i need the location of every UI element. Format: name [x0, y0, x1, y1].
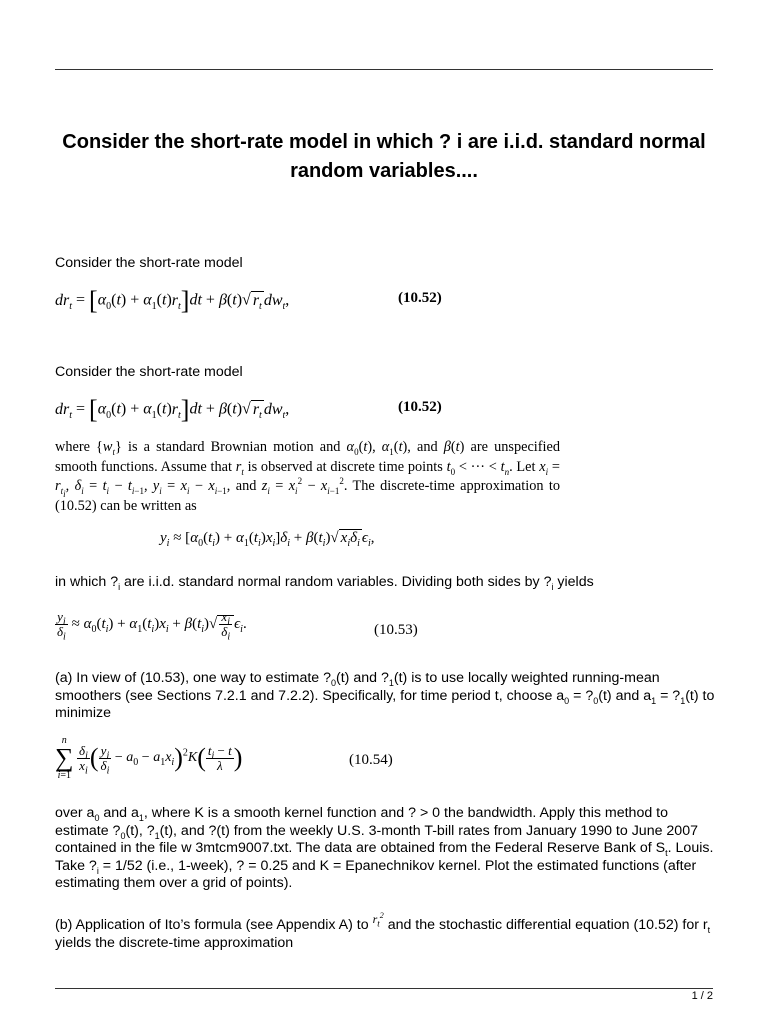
- equation-number: (10.54): [349, 752, 393, 768]
- equation-number: (10.53): [374, 622, 418, 638]
- equation-10-52-first: $dr_t = [\alpha_0(t) + \alpha_1(t)r_t]dt + \beta(t)√$ $r_t$ $dw_t$,: [55, 286, 290, 315]
- scanned-definition-paragraph: where $\{w_t\}$ is a standard Brownian motion and $\alpha_0(t)$, $\alpha_1(t)$, and β(t) are unspecified smooth functions. Assume that $r_t$ is observed at discrete time points $t_0$ < ··· < $t_n$. Let $x_i = r_{t_i}$, $\delta_i = t_i - t_{i-1}$, $y_i = x_i - x_{i-1}$, and $z_i = x_i^2 - x_{i-1}^2$. The discrete-time approximation to (10.52) can be written as: [55, 439, 561, 514]
- equation-10-53: $\frac{y_i}{\delta_i}$ ≈ $\alpha_0(t_i) + \alpha_1(t_i)x_i + \beta(t_i)√$ $\frac{x_i}{\delta_i}$ $\epsilon_i$.: [57, 609, 247, 643]
- top-rule: [55, 69, 713, 70]
- part-a-paragraph: (a) In view of (10.53), one way to estimate $?_0(t)$ and $?_1(t)$ is to use locally weighted running-mean smoothers (see Sections 7.2.1 and 7.2.2). Specifically, for time period t, choose $a_0$ = $?_0(t)$ and $a_1$ = $?_1(t)$ to minimize: [55, 670, 715, 721]
- part-b-paragraph: (b) Application of Ito’s formula (see Appendix A) to $^{r_t^2}$ and the stochastic differential equation (10.52) for $r_t$ yields the discrete-time approximation: [55, 911, 711, 951]
- iid-paragraph: in which $?_i$ are i.i.d. standard normal random variables. Dividing both sides by $?_i$ yields: [55, 574, 594, 592]
- rt-squared-symbol: rt2: [372, 911, 384, 929]
- page-title: Consider the short-rate model in which ? i are i.i.d. standard normal random variables....: [62, 131, 706, 182]
- equation-number: (10.52): [398, 290, 442, 306]
- equation-10-54: n ∑ i=1 $\frac{\delta_i}{x_i}$ ( $\frac{y_i}{\delta_i}$ − $a_0 - a_1x_i)^2K$( $\frac{t_i - t}{\lambda}$ ): [55, 735, 243, 781]
- over-paragraph: over $a_0$ and $a_1$, where K is a smooth kernel function and ? > 0 the bandwidth. Apply this method to estimate $?_0(t)$, $?_1(t)$, and ?(t) from the weekly U.S. 3-month T-bill rates from January 1990 to June 2007 contained in the file w 3mtcm9007.txt. The data are obtained from the Federal Reserve Bank of $S_t$. Louis. Take $?_i = 1/52$ (i.e., 1-week), ? = 0.25 and K = Epanechnikov kernel. Plot the estimated functions (after estimating them over a grid of points).: [55, 805, 714, 891]
- equation-10-52-second: $dr_t = [\alpha_0(t) + \alpha_1(t)r_t]dt + \beta(t)√$ $r_t$ $dw_t$,: [55, 395, 290, 424]
- equation-number: (10.52): [398, 399, 442, 415]
- intro-text-1: Consider the short-rate model: [55, 255, 243, 271]
- page-number: 1 / 2: [691, 990, 713, 1002]
- intro-text-2: Consider the short-rate model: [55, 364, 243, 380]
- bottom-rule: [55, 988, 713, 989]
- discrete-approximation-equation: $y_i \approx [\alpha_0(t_i) + \alpha_1(t_i)x_i]\delta_i + \beta(t_i)√$ $x_i\delta_i$ $\epsilon_i$,: [160, 530, 375, 549]
